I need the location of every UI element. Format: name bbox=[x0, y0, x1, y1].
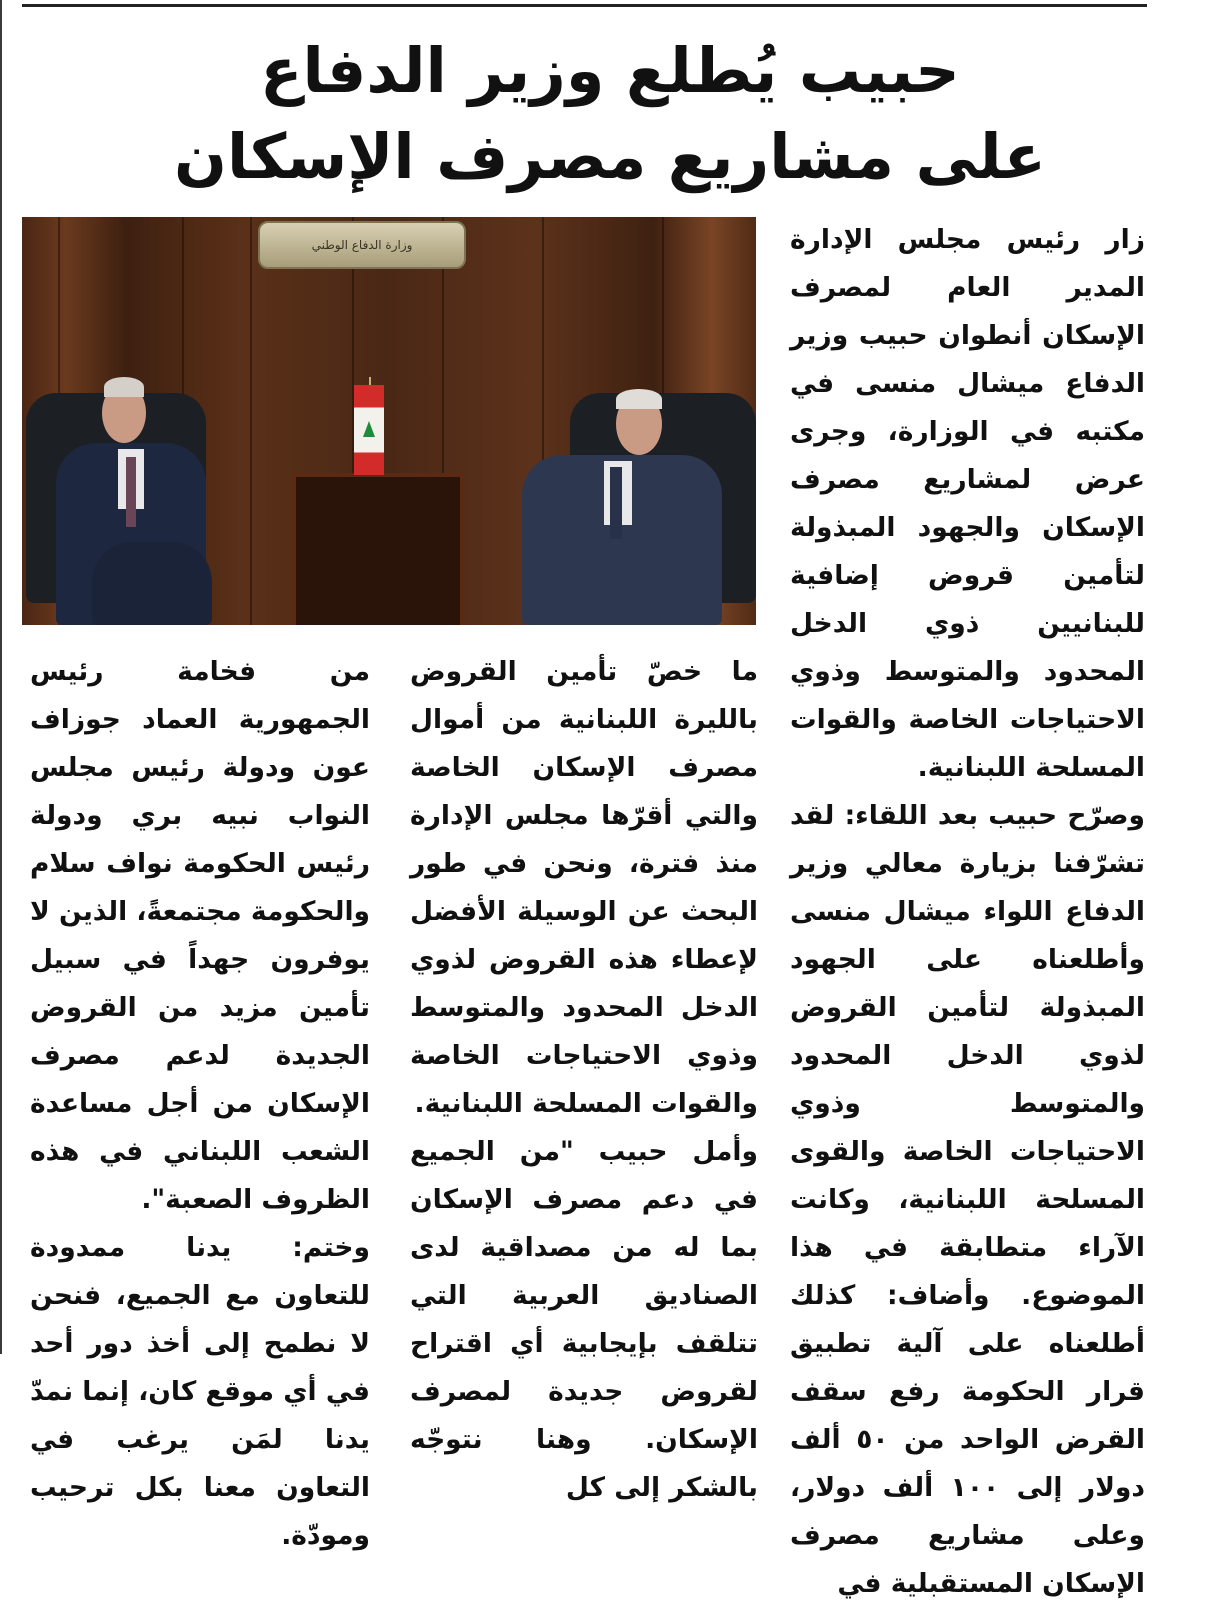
headline-line-1: حبيب يُطلع وزير الدفاع bbox=[260, 34, 960, 107]
paragraph: وختم: يدنا ممدودة للتعاون مع الجميع، فنحن لا نطمح إلى أخذ دور أحد في أي موقع كان، إنما نمدّ يدنا لمَن يرغب في التعاون معنا بكل ترحيب ومودّة. bbox=[30, 1232, 370, 1551]
paragraph: وصرّح حبيب بعد اللقاء: لقد تشرّفنا بزيارة معالي وزير الدفاع اللواء ميشال منسى وأطلعناه على الجهود المبذولة لتأمين القروض لذوي الدخل المحدود والمتوسط وذوي الاحتياجات الخاصة والقوى المسلحة اللبنانية، وكانت الآراء متطابقة في هذا الموضوع. وأضاف: كذلك أطلعناه على آلية تطبيق قرار الحكومة رفع سقف القرض الواحد من ٥٠ ألف دولار إلى ١٠٠ ألف دولار، وعلى مشاريع مصرف الإسكان المستقبلية في bbox=[790, 800, 1145, 1599]
paragraph: وأمل حبيب "من الجميع في دعم مصرف الإسكان بما له من مصداقية لدى الصناديق العربية التي تتلقف بإيجابية أي اقتراح لقروض جديدة لمصرف الإسكان. وهنا نتوجّه بالشكر إلى كل bbox=[410, 1136, 758, 1503]
lebanese-flag bbox=[354, 385, 384, 475]
article-photo bbox=[22, 217, 756, 625]
article-column-left bbox=[30, 648, 370, 1560]
paragraph: زار رئيس مجلس الإدارة المدير العام لمصرف الإسكان أنطوان حبيب وزير الدفاع ميشال منسى في مكتبه في الوزارة، وجرى عرض لمشاريع مصرف الإسكان والجهود المبذولة لتأمين قروض إضافية للبنانيين ذوي الدخل المحدود والمتوسط وذوي الاحتياجات الخاصة والقوات المسلحة اللبنانية. bbox=[790, 224, 1145, 783]
paragraph: من فخامة رئيس الجمهورية العماد جوزاف عون ودولة رئيس مجلس النواب نبيه بري ودولة رئيس الحكومة نواف سلام والحكومة مجتمعةً، الذين لا يوفرون جهداً في سبيل تأمين مزيد من القروض الجديدة لدعم مصرف الإسكان من أجل مساعدة الشعب اللبناني في هذه الظروف الصعبة". bbox=[30, 656, 370, 1215]
cedar-icon bbox=[363, 421, 375, 437]
headline-line-2: على مشاريع مصرف الإسكان bbox=[174, 120, 1046, 193]
plaque-text: وزارة الدفاع الوطني bbox=[311, 238, 413, 252]
headline bbox=[120, 28, 1100, 200]
ministry-plaque bbox=[258, 221, 466, 269]
top-rule bbox=[22, 4, 1147, 7]
paragraph: ما خصّ تأمين القروض بالليرة اللبنانية من أموال مصرف الإسكان الخاصة والتي أقرّها مجلس الإدارة منذ فترة، ونحن في طور البحث عن الوسيلة الأفضل لإعطاء هذه القروض لذوي الدخل المحدود والمتوسط وذوي الاحتياجات الخاصة والقوات المسلحة اللبنانية. bbox=[410, 656, 758, 1119]
side-table bbox=[292, 473, 464, 625]
article-column-middle bbox=[410, 648, 758, 1512]
page-edge-rule bbox=[0, 0, 2, 1354]
article-column-right bbox=[790, 216, 1145, 1608]
